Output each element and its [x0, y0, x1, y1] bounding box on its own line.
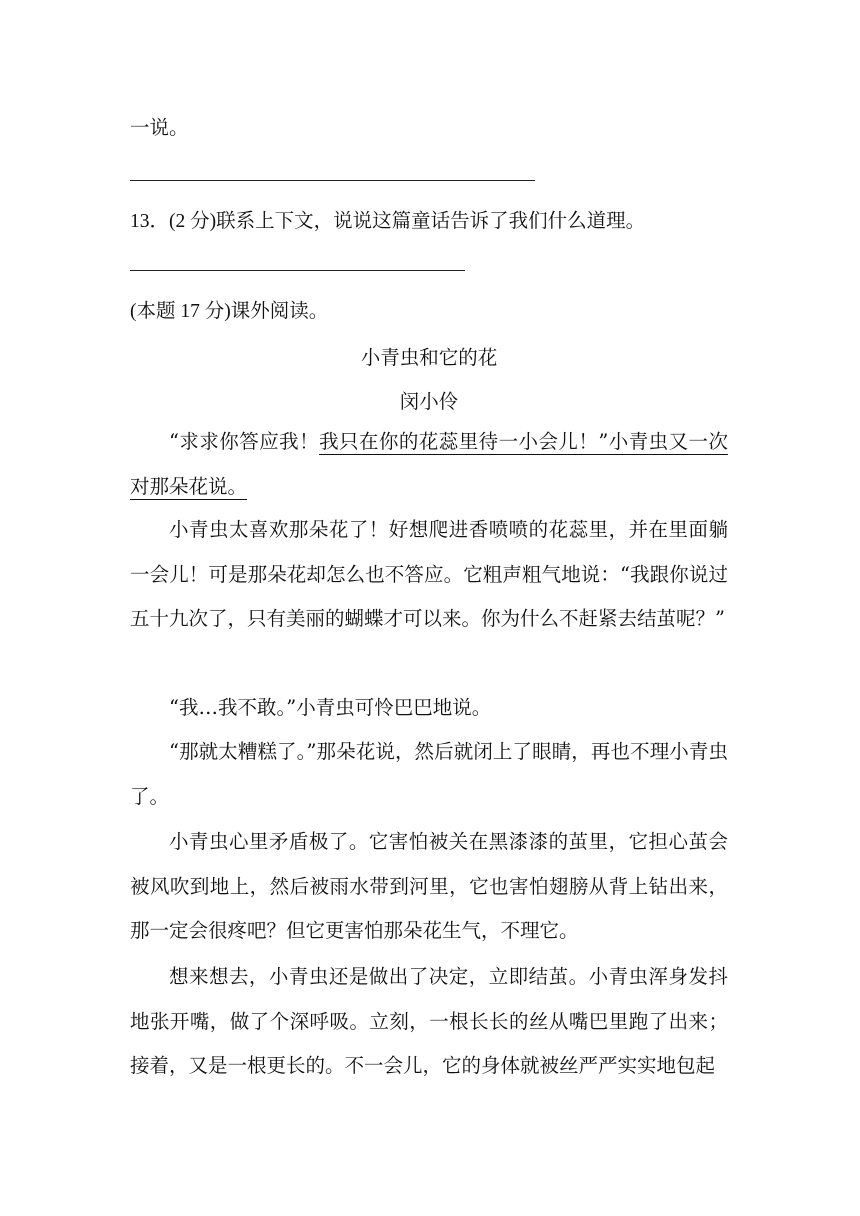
story-author: 闵小伶 [399, 390, 459, 413]
question-13 [130, 205, 645, 233]
story-paragraph-4: “那就太糟糕了。”那朵花说，然后就闭上了眼睛，再也不理小青虫了。 [130, 740, 728, 808]
question-number: 13． [130, 211, 170, 232]
answer-line-12 [130, 180, 535, 181]
story-paragraph-6: 想来想去，小青虫还是做出了决定，立即结茧。小青虫浑身发抖地张开嘴，做了个深呼吸。立刻，一根长长的丝从嘴巴里跑了出来；接着，又是一根更长的。不一会儿，它的身体就被丝严严实实地包起 [130, 965, 728, 1077]
question-score: (2 分) [169, 211, 217, 232]
answer-tail: 一说。 [130, 116, 189, 139]
story-paragraph-1 [130, 420, 728, 509]
story-paragraph-5: 小青虫心里矛盾极了。它害怕被关在黑漆漆的茧里，它担心茧会被风吹到地上，然后被雨水带到河里，它也害怕翅膀从背上钻出来，那一定会很疼吧？但它更害怕那朵花生气，不理它。 [130, 830, 728, 942]
p1-underlined: 我只在你的花蕊里待一小会儿！”小青虫又一次对那朵花说。 [130, 430, 728, 498]
section-intro: (本题 17 分)课外阅读。 [130, 301, 329, 322]
answer-line-13 [130, 270, 465, 271]
story-paragraph-3: “我…我不敢。”小青虫可怜巴巴地说。 [169, 696, 492, 719]
story-title: 小青虫和它的花 [360, 346, 498, 369]
p1-plain: “求求你答应我！ [169, 430, 320, 453]
question-text: 联系上下文，说说这篇童话告诉了我们什么道理。 [216, 209, 646, 232]
story-paragraph-2: 小青虫太喜欢那朵花了！好想爬进香喷喷的花蕊里，并在里面躺一会儿！可是那朵花却怎么也不答应。它粗声粗气地说：“我跟你说过五十九次了，只有美丽的蝴蝶才可以来。你为什么不赶紧去结茧呢？” [130, 518, 728, 630]
